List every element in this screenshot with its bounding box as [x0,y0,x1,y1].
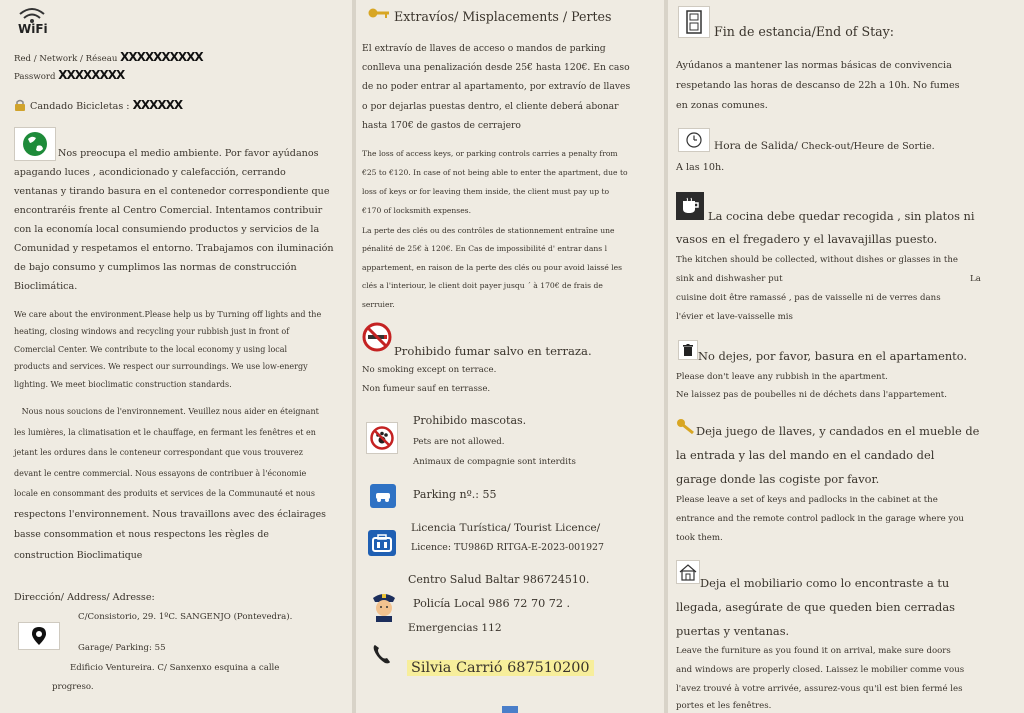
kitchen-es1: La cocina debe quedar recogida , sin platos ni [708,209,975,223]
clock-icon [678,128,710,152]
smoking-title: Prohibido fumar salvo en terraza. [394,344,592,358]
environment-en: We care about the environment.Please help us by Turning off lights and the heating, closing windows and recycling your rubbish just in front of Comercial Center. We contribute to the local economy y using local products and services. We respect our surroundings. We use low-energy lighting. We meet bioclimatic construction standards. [14,310,322,389]
lost-en: The loss of access keys, or parking controls carries a penalty from €25 to €120. In case of not being able to enter the apartment, due to loss of keys or for leaving them inside, the client must pay up to €170 of locksmith expenses. [362,149,628,215]
licence-line2: Licence: TU986D RITGA-E-2023-001927 [411,542,604,553]
column-wifi-environment [0,0,352,713]
padlock-icon [14,99,26,111]
padlock-value: XXXXXX [132,98,183,112]
rubbish-es: No dejes, por favor, basura en el apartamento. [698,349,968,363]
password-value: XXXXXXXX [58,68,125,82]
address-heading: Dirección/ Address/ Adresse: [14,592,155,603]
parking-number: Parking nº.: 55 [413,488,497,501]
rubbish-en: Please don't leave any rubbish in the apartment. [676,372,888,382]
location-pin-icon [18,622,60,650]
key-icon [368,4,390,22]
kitchen-en2: sink and dishwasher put [676,274,783,284]
furniture-en4: portes et les fenêtres. [676,701,772,711]
checkout-title-es: Hora de Salida/ [714,140,798,152]
kitchen-fr1: cuisine doit être ramassé , pas de vaisselle ni de verres dans [676,293,941,303]
keys-icon [676,418,696,434]
keys-en3: took them. [676,533,723,543]
furniture-en1: Leave the furniture as you found it on arrival, make sure doors [676,646,951,656]
network-row [14,48,203,68]
pets-fr: Animaux de compagnie sont interdits [413,457,576,467]
house-icon [676,560,700,584]
kitchen-es2: vasos en el fregadero y el lavavajillas puesto. [676,232,938,246]
network-value: XXXXXXXXXX [120,50,203,64]
licence-line1: Licencia Turística/ Tourist Licence/ [411,522,601,534]
furniture-es2: llegada, asegúrate de que queden bien cerradas [676,600,955,614]
pets-title: Prohibido mascotas. [413,414,527,427]
kitchen-fr2: l'évier et lave-vaisselle mis [676,312,793,322]
furniture-es3: puertas y ventanas. [676,624,790,638]
stay-title: Fin de estancia/End of Stay: [714,24,894,39]
smoking-fr: Non fumeur sauf en terrasse. [362,384,491,394]
furniture-en3: l'avez trouvé à votre arrivée, assurez-vous qu'il est bien fermé les [676,684,963,694]
keys-es1: Deja juego de llaves, y candados en el mueble de [696,424,980,438]
password-label: Password [14,72,56,82]
address-line1: C/Consistorio, 29. 1ºC. SANGENJO (Pontevedra). [78,612,293,622]
keys-es3: garage donde las cogiste por favor. [676,472,880,486]
lost-es: El extravío de llaves de acceso o mandos de parking conlleva una penalización desde 25€ hasta 120€. En caso de no poder entrar al apartamento, por extravío de llaves o por dejarlas puestas dentro, el cliente deberá abonar hasta 170€ de gastos de cerrajero [362,43,631,131]
address-line2: Edificio Ventureira. C/ Sanxenxo esquina a calle [70,663,280,673]
trash-icon [678,340,698,360]
health-centre: Centro Salud Baltar 986724510. [408,573,590,586]
column-end-of-stay [668,0,1024,713]
licence-icon [368,530,396,556]
rubbish-fr: Ne laissez pas de poubelles ni de déchets dans l'appartement. [676,390,947,400]
address-line3: progreso. [52,682,94,692]
environment-fr: Nous nous soucions de l'environnement. Veuillez nous aider en éteignant les lumières, la climatisation et le chauffage, en fermant les fenêtres et en jetant les ordures dans le conteneur correspondant que vous trouverez devant le centre commercial. Nous essayons de contribuer à l'économie locale en consommant des produits et services de la Communauté et nous respectons l'environnement. Nous travaillons avec des éclairages basse consommation et nous respectons les règles de construction Bioclimatique [14,407,326,561]
keys-en1: Please leave a set of keys and padlocks in the cabinet at the [676,495,938,505]
parking-icon [370,484,396,508]
keys-es2: la entrada y las del mando en el candado del [676,448,935,462]
stay-rules: Ayúdanos a mantener las normas básicas de convivencia respetando las horas de descanso de 22h a 10h. No fumes en zonas comunes. [676,60,960,111]
no-smoking-icon [362,322,392,352]
wifi-icon [14,4,50,34]
column-rules-contacts [356,0,664,713]
lost-title: Extravíos/ Misplacements / Pertes [394,9,612,24]
garage-parking: Garage/ Parking: 55 [78,643,166,653]
no-pets-icon [366,422,398,454]
lost-fr: La perte des clés ou des contrôles de stationnement entraîne une pénalité de 25€ à 120€. En Cas de impossibilité d' entrar dans l appartement, en raison de la perte des clés ou pour avoid laissé les clés a l'interiour, le client doit payer jusqu ´ à 170€ de frais de serruier. [362,226,623,309]
page-marker [502,706,518,713]
host-contact [407,656,594,680]
furniture-es1: Deja el mobiliario como lo encontraste a tu [700,576,950,590]
svg-text:WiFi: WiFi [18,22,48,34]
padlock-label: Candado Bicicletas : [30,101,130,112]
keys-en2: entrance and the remote control padlock in the garage where you [676,514,964,524]
pets-en: Pets are not allowed. [413,437,505,447]
environment-es: Nos preocupa el medio ambiente. Por favor ayúdanos apagando luces , acondicionado y calefacción, cerrando ventanas y tirando basura en el contenedor correspondiente que encontraréis frente al Centro Comercial. Intentamos contribuir con la economía local consumiendo productos y servicios de la Comunidad y respetamos el entorno. Trabajamos con iluminación de bajo consumo y cumplimos las normas de construcción Bioclimática. [14,148,334,292]
local-police: Policía Local 986 72 70 72 . [413,597,571,610]
police-officer-icon [370,590,398,622]
checkout-title [714,135,935,158]
checkout-title-rest: Check-out/Heure de Sortie. [801,141,935,152]
door-icon [678,6,710,38]
checkout-time: A las 10h. [676,162,725,173]
kitchen-en1: The kitchen should be collected, without dishes or glasses in the [676,255,958,265]
smoking-en: No smoking except on terrace. [362,365,497,375]
phone-icon [372,642,392,666]
emergency-number: Emergencias 112 [408,622,502,634]
network-label: Red / Network / Réseau [14,54,118,64]
furniture-en2: and windows are properly closed. Laissez le mobilier comme vous [676,665,965,675]
kitchen-fr0: La [970,274,981,284]
padlock-row [30,95,182,117]
password-row [14,66,124,86]
host-contact-highlight: Silvia Carrió 687510200 [407,660,594,676]
coffee-cup-icon [676,192,704,220]
